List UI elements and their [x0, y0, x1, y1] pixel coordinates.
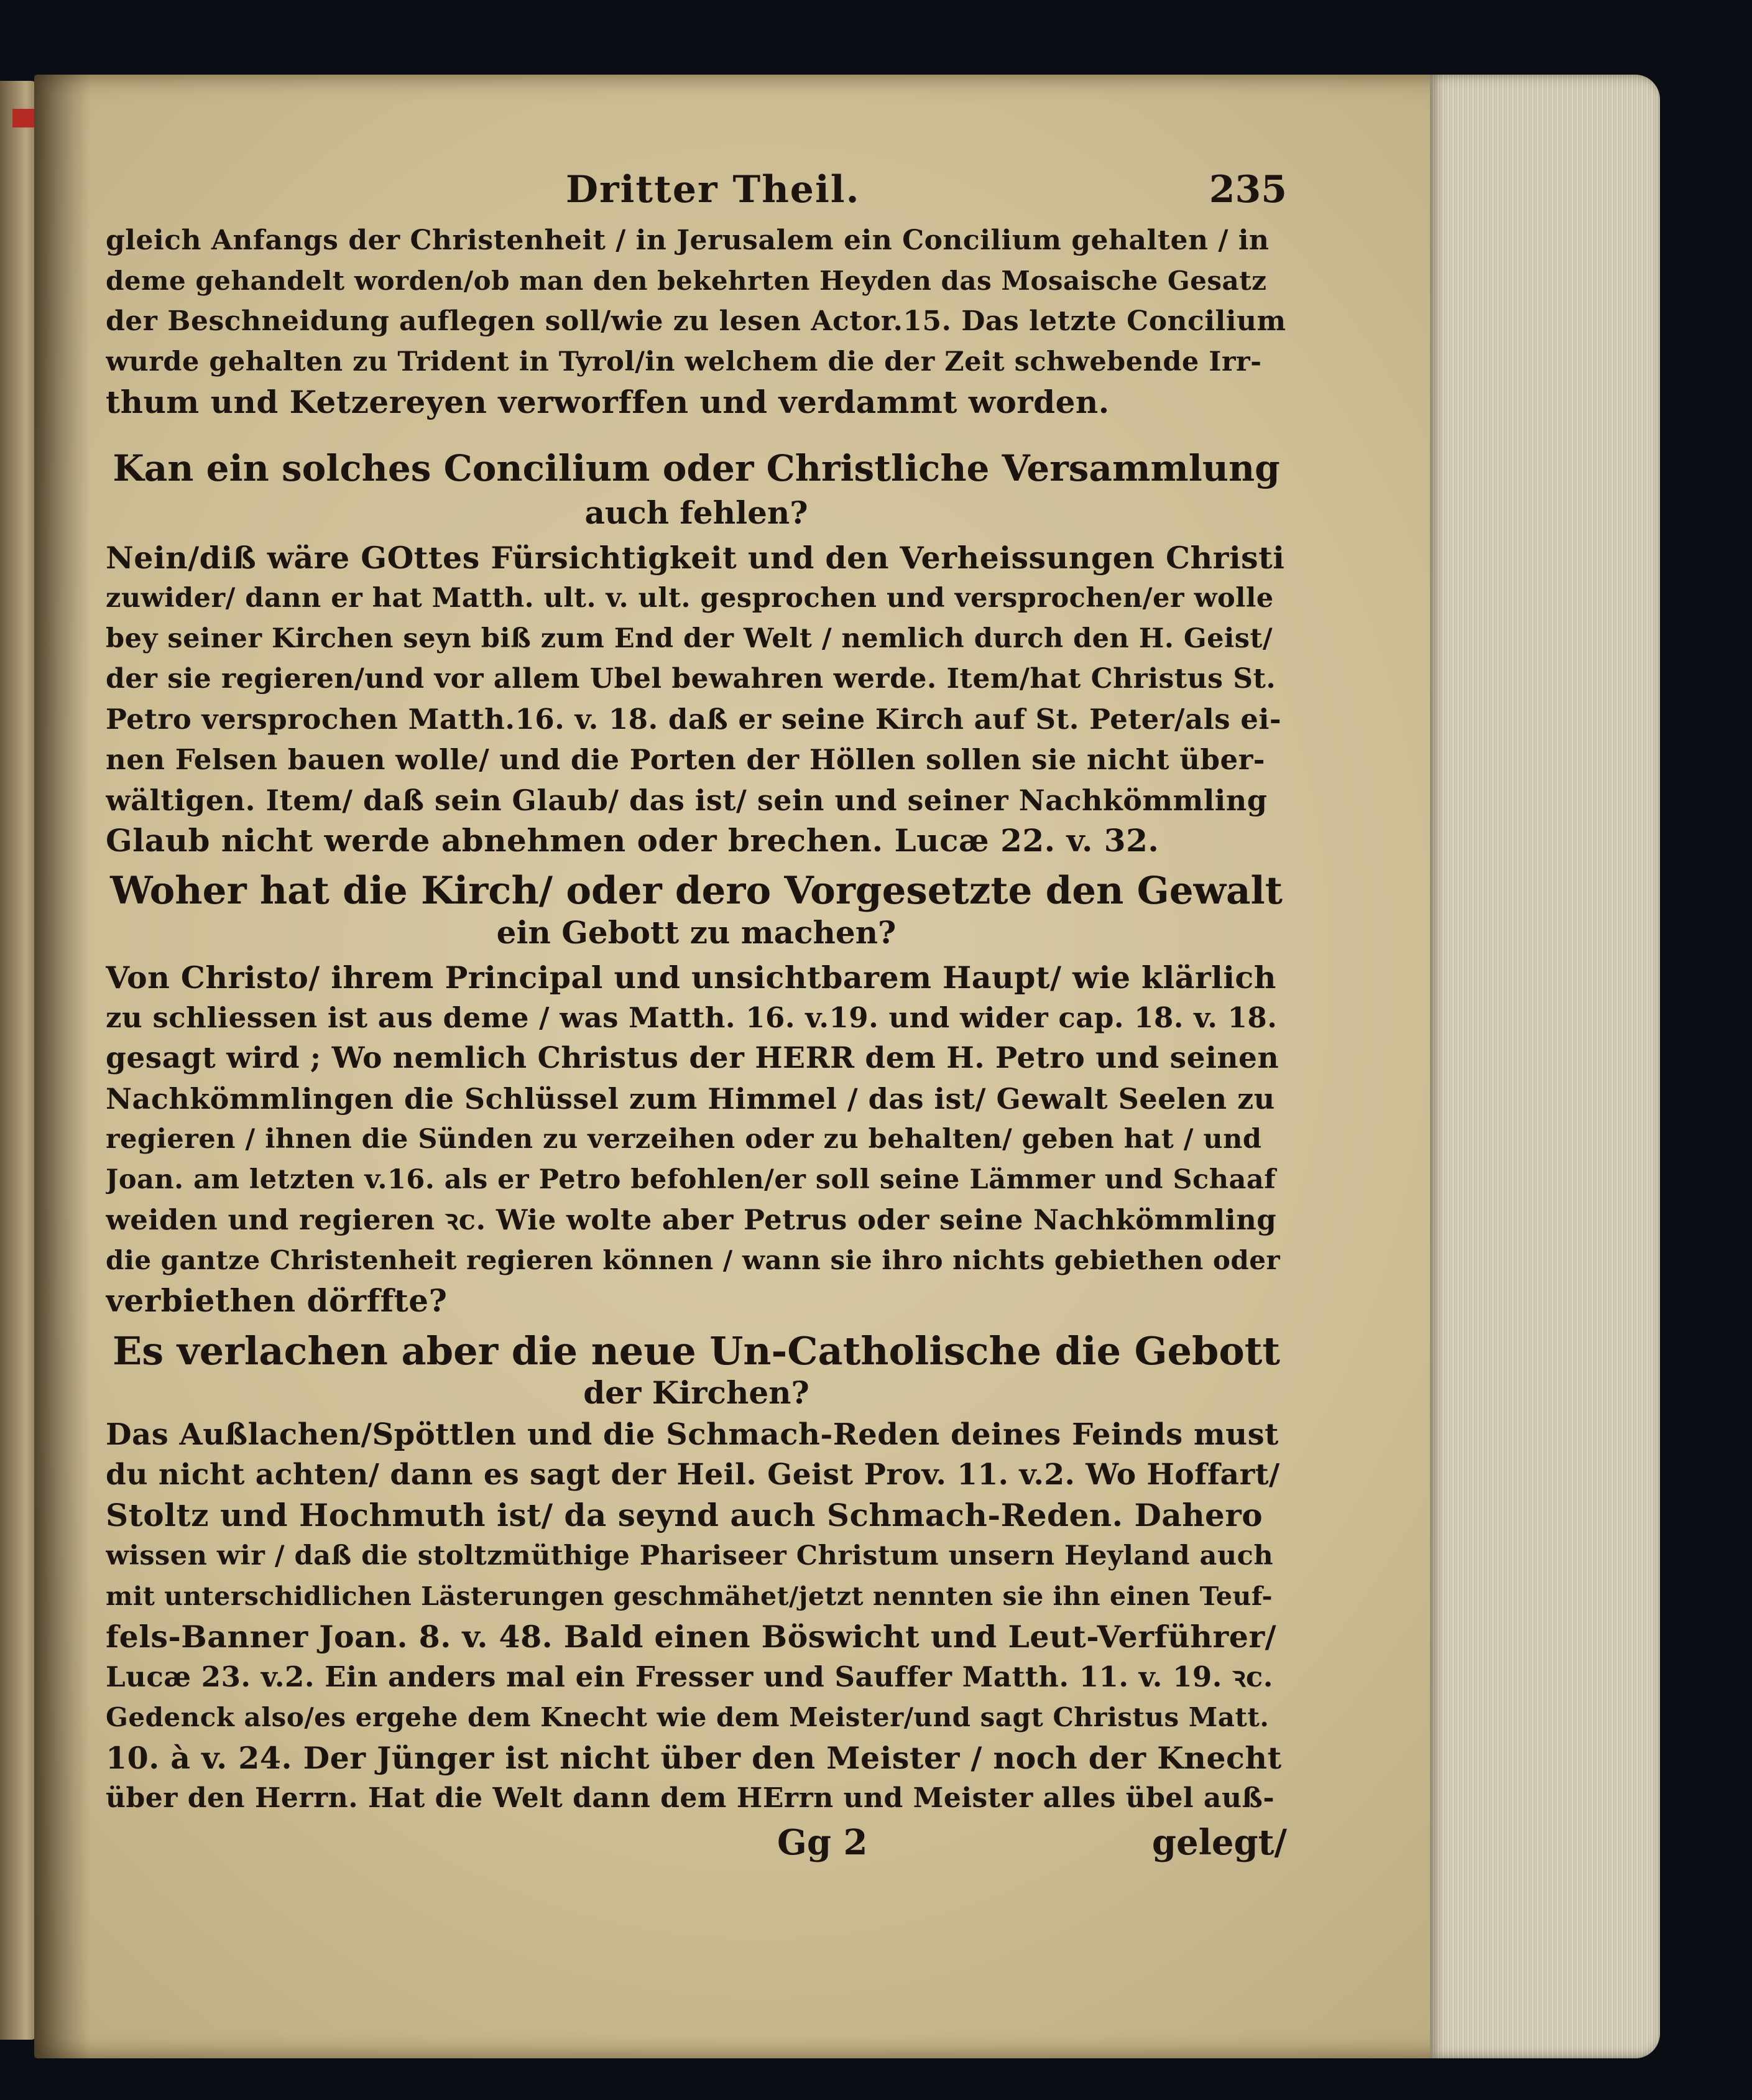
- text-line: deme gehandelt worden/ob man den bekehrten Heyden das Mosaische Gesatz: [106, 266, 1267, 296]
- spine-shadow: [34, 75, 90, 2058]
- text-line: Glaub nicht werde abnehmen oder brechen. Lucæ 22. v. 32.: [106, 822, 1160, 859]
- text-line: regieren / ihnen die Sünden zu verzeihen oder zu behalten/ geben hat / und: [106, 1124, 1262, 1155]
- question-heading: Kan ein solches Concilium oder Christliche Versammlung: [113, 447, 1280, 489]
- text-line: über den Herrn. Hat die Welt dann dem HErrn und Meister alles übel auß-: [106, 1782, 1275, 1814]
- question-heading: Woher hat die Kirch/ oder dero Vorgesetzte den Gewalt: [110, 869, 1283, 913]
- text-line: bey seiner Kirchen seyn biß zum End der Welt / nemlich durch den H. Geist/: [106, 623, 1273, 654]
- page-number: 235: [1209, 168, 1287, 211]
- text-line: Stoltz und Hochmuth ist/ da seynd auch Schmach-Reden. Dahero: [106, 1497, 1263, 1533]
- text-line: die gantze Christenheit regieren können / wann sie ihro nichts gebiethen oder: [106, 1245, 1281, 1275]
- page-header: [106, 168, 1287, 218]
- text-line: mit unterschidlichen Lästerungen geschmähet/jetzt nennten sie ihn einen Teuf-: [106, 1581, 1273, 1611]
- question-heading-sub: auch fehlen?: [584, 494, 808, 531]
- text-line: Lucæ 23. v.2. Ein anders mal ein Fresser und Sauffer Matth. 11. v. 19. ꝛc.: [106, 1660, 1273, 1693]
- running-head: Dritter Theil.: [566, 168, 860, 211]
- text-line: verbiethen dörffte?: [106, 1282, 448, 1319]
- text-line: thum und Ketzereyen verworffen und verdammt worden.: [106, 384, 1110, 420]
- text-line: du nicht achten/ dann es sagt der Heil. Geist Prov. 11. v.2. Wo Hoffart/: [106, 1458, 1280, 1492]
- text-line: Gedenck also/es ergehe dem Knecht wie dem Meister/und sagt Christus Matt.: [106, 1702, 1270, 1732]
- text-line: gesagt wird ; Wo nemlich Christus der HERR dem H. Petro und seinen: [106, 1041, 1279, 1075]
- signature-mark: Gg 2: [777, 1822, 868, 1863]
- text-line: wurde gehalten zu Trident in Tyrol/in welchem die der Zeit schwebende Irr-: [106, 346, 1262, 377]
- page-text-area: [106, 168, 1287, 1878]
- text-line: Petro versprochen Matth.16. v. 18. daß er seine Kirch auf St. Peter/als ei-: [106, 703, 1282, 736]
- text-line: der Beschneidung auflegen soll/wie zu lesen Actor.15. Das letzte Concilium: [106, 305, 1286, 337]
- text-line: 10. à v. 24. Der Jünger ist nicht über den Meister / noch der Knecht: [106, 1740, 1282, 1776]
- text-line: fels-Banner Joan. 8. v. 48. Bald einen Böswicht und Leut-Verführer/: [106, 1619, 1277, 1655]
- text-line: nen Felsen bauen wolle/ und die Porten der Höllen sollen sie nicht über-: [106, 743, 1265, 776]
- text-line: Von Christo/ ihrem Principal und unsichtbarem Haupt/ wie klärlich: [106, 960, 1276, 996]
- text-line: Nein/diß wäre GOttes Fürsichtigkeit und den Verheissungen Christi: [106, 540, 1285, 576]
- text-line: zu schliessen ist aus deme / was Matth. 16. v.19. und wider cap. 18. v. 18.: [106, 1001, 1278, 1034]
- text-line: wissen wir / daß die stoltzmüthige Phariseer Christum unsern Heyland auch: [106, 1540, 1274, 1571]
- text-line: zuwider/ dann er hat Matth. ult. v. ult. gesprochen und versprochen/er wolle: [106, 583, 1274, 614]
- catchword: gelegt/: [1151, 1822, 1287, 1863]
- text-line: weiden und regieren ꝛc. Wie wolte aber Petrus oder seine Nachkömmling: [106, 1203, 1277, 1236]
- text-line: Nachkömmlingen die Schlüssel zum Himmel / das ist/ Gewalt Seelen zu: [106, 1082, 1275, 1116]
- text-line: Joan. am letzten v.16. als er Petro befohlen/er soll seine Lämmer und Schaaf: [106, 1164, 1276, 1195]
- left-page-edge: [0, 81, 37, 2040]
- text-line: gleich Anfangs der Christenheit / in Jerusalem ein Concilium gehalten / in: [106, 224, 1270, 256]
- question-heading: Es verlachen aber die neue Un-Catholische die Gebott: [113, 1328, 1280, 1374]
- question-heading-sub: der Kirchen?: [583, 1374, 809, 1411]
- text-line: Das Außlachen/Spöttlen und die Schmach-Reden deines Feinds must: [106, 1417, 1279, 1452]
- page-block-edges: [1430, 75, 1660, 2058]
- question-heading-sub: ein Gebott zu machen?: [496, 914, 897, 951]
- text-line: der sie regieren/und vor allem Ubel bewahren werde. Item/hat Christus St.: [106, 663, 1276, 695]
- text-line: wältigen. Item/ daß sein Glaub/ das ist/ sein und seiner Nachkömmling: [106, 784, 1268, 817]
